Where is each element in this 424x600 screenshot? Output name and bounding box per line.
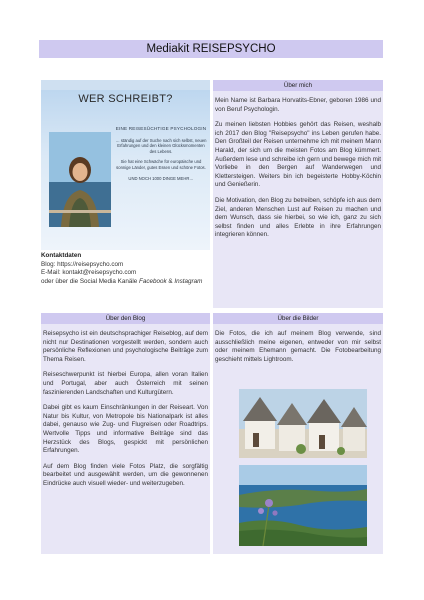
facebook-link[interactable]: Facebook xyxy=(139,277,167,285)
promo-graphic xyxy=(41,80,210,250)
promo-line-2: Sie hat eine Schwäche für europäische und sonnige Länder, gutes Essen und schöne Fotos. xyxy=(116,159,206,170)
promo-band xyxy=(41,80,210,90)
coast-photo-illustration xyxy=(239,465,367,546)
page-title: Mediakit REISEPSYCHO xyxy=(39,40,383,58)
about-me-paragraph: Mein Name ist Barbara Horvatits-Ebner, geboren 1986 und von Beruf Psychologin. xyxy=(215,97,381,113)
about-me-heading: Über mich xyxy=(213,80,383,91)
about-me-paragraph: Zu meinen liebsten Hobbies gehört das Reisen, weshalb ich 2017 den Blog "Reisepsycho" ins Leben gerufen habe. Den Großteil der Reisen unternehme ich mit meinem Mann Harald, der sich um die meisten Fotos am Blog kümmert. Außerdem lese und schreibe ich gern und bewege mich mit Vorliebe in den Bergen auf Wanderwegen und Klettersteigen. Weiters bin ich begeisterte Hobby-Köchin und Genießerin. xyxy=(215,121,381,189)
about-blog-section xyxy=(41,313,210,554)
promo-title: WER SCHREIBT? xyxy=(78,93,173,105)
about-pictures-text xyxy=(213,324,383,364)
author-photo xyxy=(49,132,111,227)
about-me-text xyxy=(213,91,383,240)
contact-blog: Blog: https://reisepsycho.com xyxy=(41,260,124,268)
coast-photo xyxy=(239,465,367,546)
about-blog-heading: Über den Blog xyxy=(41,313,210,324)
about-blog-paragraph: Dabei gibt es kaum Einschränkungen in der Reiseart. Von Natur bis Kultur, von Metropole bis Nationalpark ist alles dabei, genauso wie Zug- und Flugreisen oder Roadtrips. Wertvolle Tipps und informative Beiträge sind das Herzstück des Blogs, gespickt mit persönlichen Erfahrungen. xyxy=(43,404,208,455)
contact-social-prefix: oder über die Social Media Kanäle xyxy=(41,277,140,285)
contact-email: E-Mail: kontakt@reisepsycho.com xyxy=(41,269,137,277)
promo-text xyxy=(115,126,207,186)
trulli-photo xyxy=(239,389,367,458)
about-pictures-paragraph: Die Fotos, die ich auf meinem Blog verwende, sind ausschließlich meine eigenen, entweder von mir selbst oder meinem Ehemann gemacht. Die Fotobearbeitung geschieht mittels Lightroom. xyxy=(215,330,381,363)
promo-line-3: UND NOCH 1000 DINGE MEHR… xyxy=(128,175,194,181)
trulli-photo-illustration xyxy=(239,389,367,458)
contact-section xyxy=(41,252,210,308)
about-blog-paragraph: Auf dem Blog finden viele Fotos Platz, die sorgfältig bearbeitet und ausgewählt werden, um die gewonnenen Eindrücke auch visuell wieder- und weiterzugeben. xyxy=(43,462,208,487)
about-blog-paragraph: Reisepsycho ist ein deutschsprachiger Reiseblog, auf dem nicht nur Destinationen vorgestellt werden, sondern auch persönliche Reflexionen und psychologische Beiträge zum Thema Reisen. xyxy=(43,330,208,363)
about-me-paragraph: Die Motivation, den Blog zu betreiben, schöpfe ich aus dem Ziel, anderen Menschen Lust auf Reisen zu machen und dem Wunsch, dass sie hierbei, so wie ich, ganz zu sich selbst finden und alles Erlebte in ihre Erfahrungen integrieren können. xyxy=(215,196,381,239)
contact-social xyxy=(41,278,210,287)
about-blog-paragraph: Reiseschwerpunkt ist hierbei Europa, allen voran Italien und Portugal, aber auch Österreich mit seinen faszinierenden Landschaften und Kulturgütern. xyxy=(43,371,208,396)
instagram-link[interactable]: Instagram xyxy=(174,277,203,285)
about-me-section xyxy=(213,80,383,308)
promo-subtitle: EINE REISESÜCHTIGE PSYCHOLOGIN xyxy=(115,126,207,131)
contact-social-amp: & xyxy=(166,277,175,285)
about-blog-text xyxy=(41,324,210,489)
about-pictures-heading: Über die Bilder xyxy=(213,313,383,324)
contact-heading: Kontaktdaten xyxy=(41,252,82,259)
promo-line-1: … ständig auf der Suche nach sich selbst, neuen Erfahrungen und den kleinen Glücksmomenten des Lebens. xyxy=(115,137,207,154)
author-photo-illustration xyxy=(49,132,111,227)
